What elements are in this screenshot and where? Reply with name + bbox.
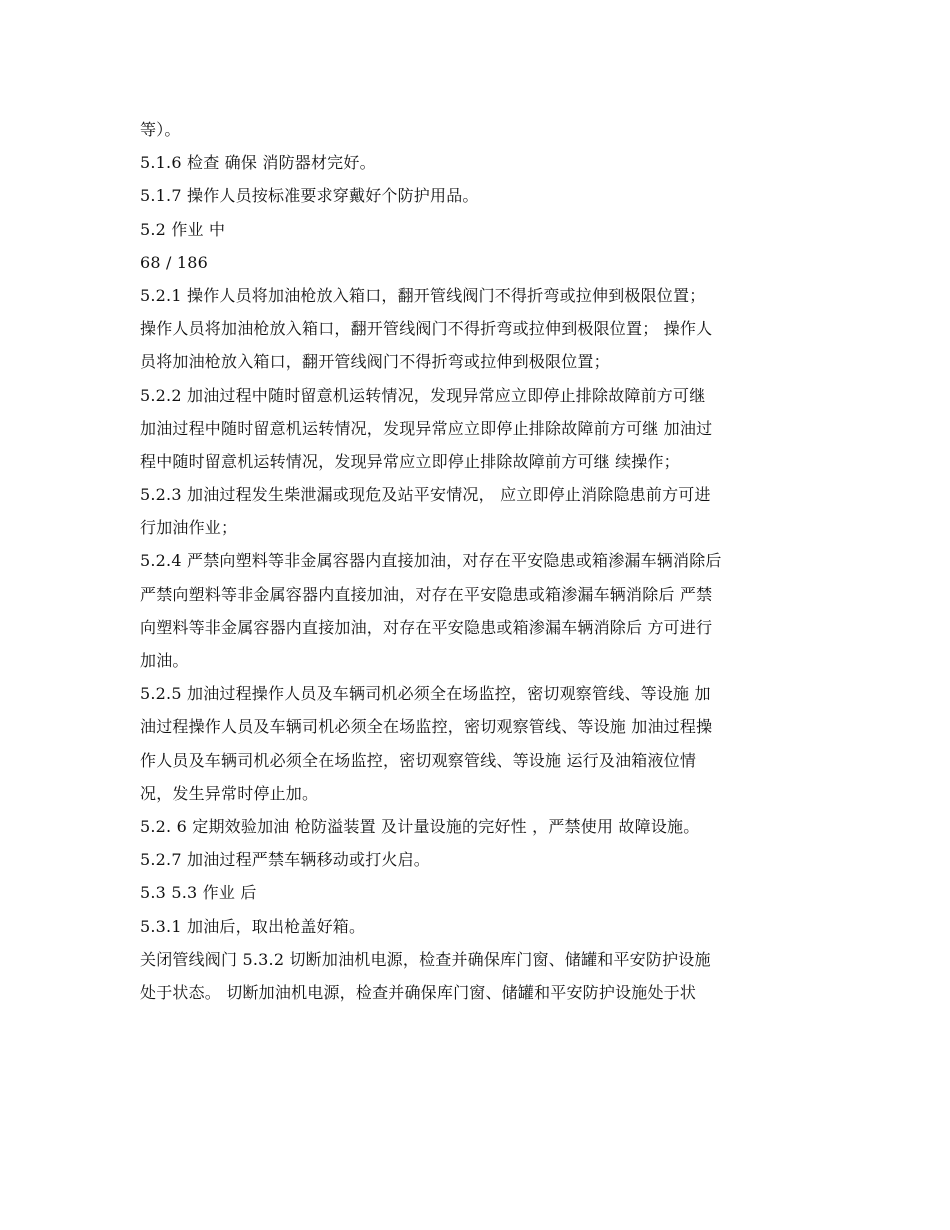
text-line: 5.3.1 加油后，取出枪盖好箱。 <box>140 916 366 936</box>
text-line: 程中随时留意机运转情况，发现异常应立即停止排除故障前方可继 续操作； <box>140 451 680 471</box>
text-line: 加油。 <box>140 651 189 670</box>
text-line: 行加油作业； <box>140 518 238 538</box>
text-line: 操作人员将加油枪放入箱口，翻开管线阀门不得折弯或拉伸到极限位置； 操作人 <box>140 319 713 339</box>
section-heading: 5.2 作业 中 <box>140 219 226 239</box>
text-line: 处于状态。 切断加油机电源，检查并确保库门窗、储罐和平安防护设施处于状 <box>140 982 697 1002</box>
section-heading: 5.3 5.3 作业 后 <box>140 883 257 903</box>
text-line: 5.2.3 加油过程发生柴泄漏或现危及站平安情况， 应立即停止消除隐患前方可进 <box>140 485 711 505</box>
text-line: 5.2.7 加油过程严禁车辆移动或打火启。 <box>140 850 430 870</box>
page-number: 68 / 186 <box>140 252 209 272</box>
text-line: 等）。 <box>140 120 181 139</box>
text-line: 严禁向塑料等非金属容器内直接加油，对存在平安隐患或箱渗漏车辆消除后 严禁 <box>140 584 713 604</box>
text-line: 5.1.7 操作人员按标准要求穿戴好个防护用品。 <box>140 186 479 206</box>
text-line: 员将加油枪放入箱口，翻开管线阀门不得折弯或拉伸到极限位置； <box>140 352 610 372</box>
text-line: 5.1.6 检查 确保 消防器材完好。 <box>140 153 376 173</box>
text-line: 5.2.1 操作人员将加油枪放入箱口，翻开管线阀门不得折弯或拉伸到极限位置； <box>140 285 706 305</box>
text-line: 向塑料等非金属容器内直接加油，对存在平安隐患或箱渗漏车辆消除后 方可进行 <box>140 617 713 637</box>
text-line: 5.2.2 加油过程中随时留意机运转情况，发现异常应立即停止排除故障前方可继 <box>140 385 706 405</box>
text-line: 5.2.5 加油过程操作人员及车辆司机必须全在场监控，密切观察管线、等设施 加 <box>140 684 711 704</box>
text-line: 5.2. 6 定期效验加油 枪防溢装置 及计量设施的完好性 ，严禁使用 故障设施。 <box>140 816 700 836</box>
document-body <box>140 113 805 1009</box>
text-line: 油过程操作人员及车辆司机必须全在场监控，密切观察管线、等设施 加油过程操 <box>140 717 713 737</box>
text-line: 作人员及车辆司机必须全在场监控，密切观察管线、等设施 运行及油箱液位情 <box>140 750 697 770</box>
text-line: 加油过程中随时留意机运转情况，发现异常应立即停止排除故障前方可继 加油过 <box>140 418 713 438</box>
text-line: 5.2.4 严禁向塑料等非金属容器内直接加油，对存在平安隐患或箱渗漏车辆消除后 <box>140 551 722 571</box>
text-line: 况，发生异常时停止加。 <box>140 783 319 803</box>
text-line: 关闭管线阀门 5.3.2 切断加油机电源，检查并确保库门窗、储罐和平安防护设施 <box>140 949 711 969</box>
